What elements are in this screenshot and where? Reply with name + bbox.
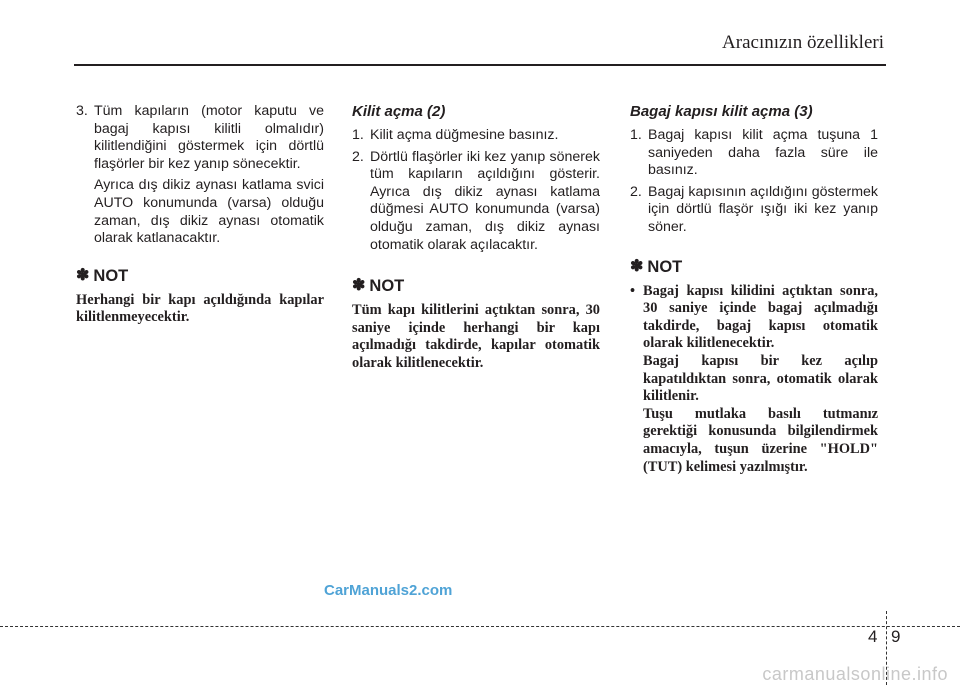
footer-rule <box>0 626 960 627</box>
page-header-title: Aracınızın özellikleri <box>722 32 884 53</box>
asterisk-icon: ✽ <box>630 257 644 275</box>
note-heading <box>352 276 600 296</box>
list-item-text: Tüm kapıların (motor kaputu ve bagaj kapısı kilitli olmalıdır) kilitlendiğini göstermek için dörtlü flaşörler bir kez yanıp sönecektir. <box>94 103 324 172</box>
asterisk-icon: ✽ <box>76 266 90 284</box>
note-heading <box>76 266 324 286</box>
column-1 <box>76 103 324 327</box>
paragraph: Ayrıca dış dikiz aynası katlama svici AUTO konumunda (varsa) olduğu zaman, dış dikiz aynası otomatik olarak katlanacaktır. <box>94 177 324 247</box>
note-text: Tüm kapı kilitlerini açtıktan sonra, 30 saniye içinde herhangi bir kapı açılmadığı takdirde, kapılar otomatik olarak kilitlenecektir. <box>352 302 600 371</box>
section-title: Bagaj kapısı kilit açma (3) <box>630 103 813 120</box>
list-item-text: Dörtlü flaşörler iki kez yanıp sönerek tüm kapıların açıldığını gösterir. Ayrıca dış dikiz aynası katlama düğmesi AUTO konumunda (varsa) olduğu zaman, dış dikiz aynası otomatik olarak açılacaktır. <box>370 148 600 253</box>
note-text: Tuşu mutlaka basılı tutmanız gerektiği konusunda bilgilendirmek amacıyla, tuşun üzerine "HOLD" (TUT) kelimesi yazılmıştır. <box>643 405 878 475</box>
note-label: NOT <box>369 277 405 296</box>
page-number: 9 <box>891 627 901 646</box>
note-heading <box>630 257 878 277</box>
list-item-text: Bagaj kapısının açıldığını göstermek için dörtlü flaşör ışığı iki kez yanıp söner. <box>648 183 878 235</box>
column-3 <box>630 103 878 476</box>
footer-watermark: carmanualsonline.info <box>762 664 948 684</box>
list-item-number: 2. <box>352 148 364 165</box>
bullet-icon: • <box>630 282 636 299</box>
list-item-number: 3. <box>76 103 88 119</box>
list-item-text: Kilit açma düğmesine basınız. <box>370 127 559 143</box>
section-title: Kilit açma (2) <box>352 103 446 120</box>
list-item-number: 1. <box>352 127 364 143</box>
note-text: Bagaj kapısı kilidini açtıktan sonra, 30 saniye içinde bagaj açılmadığı takdirde, bagaj kapısı otomatik olarak kilitlenecektir. <box>643 282 878 352</box>
asterisk-icon: ✽ <box>352 277 366 295</box>
list-item-number: 1. <box>630 127 642 143</box>
list-item-number: 2. <box>630 183 642 200</box>
note-bullet-item <box>630 283 878 353</box>
header-rule <box>74 64 886 66</box>
list-item <box>352 127 600 145</box>
note-label: NOT <box>647 257 683 276</box>
list-item <box>76 103 324 173</box>
note-label: NOT <box>93 266 129 285</box>
list-item-text: Bagaj kapısı kilit açma tuşuna 1 saniyeden daha fazla süre ile basınız. <box>648 127 878 179</box>
list-item <box>630 184 878 237</box>
page-section-number: 4 <box>868 627 878 646</box>
list-item <box>352 149 600 255</box>
note-text: Bagaj kapısı bir kez açılıp kapatıldıktan sonra, otomatik olarak kilitlenir. <box>643 352 878 405</box>
list-item <box>630 127 878 180</box>
note-text: Herhangi bir kapı açıldığında kapılar kilitlenmeyecektir. <box>76 291 324 326</box>
column-2 <box>352 103 600 373</box>
watermark-link[interactable]: CarManuals2.com <box>324 582 453 599</box>
